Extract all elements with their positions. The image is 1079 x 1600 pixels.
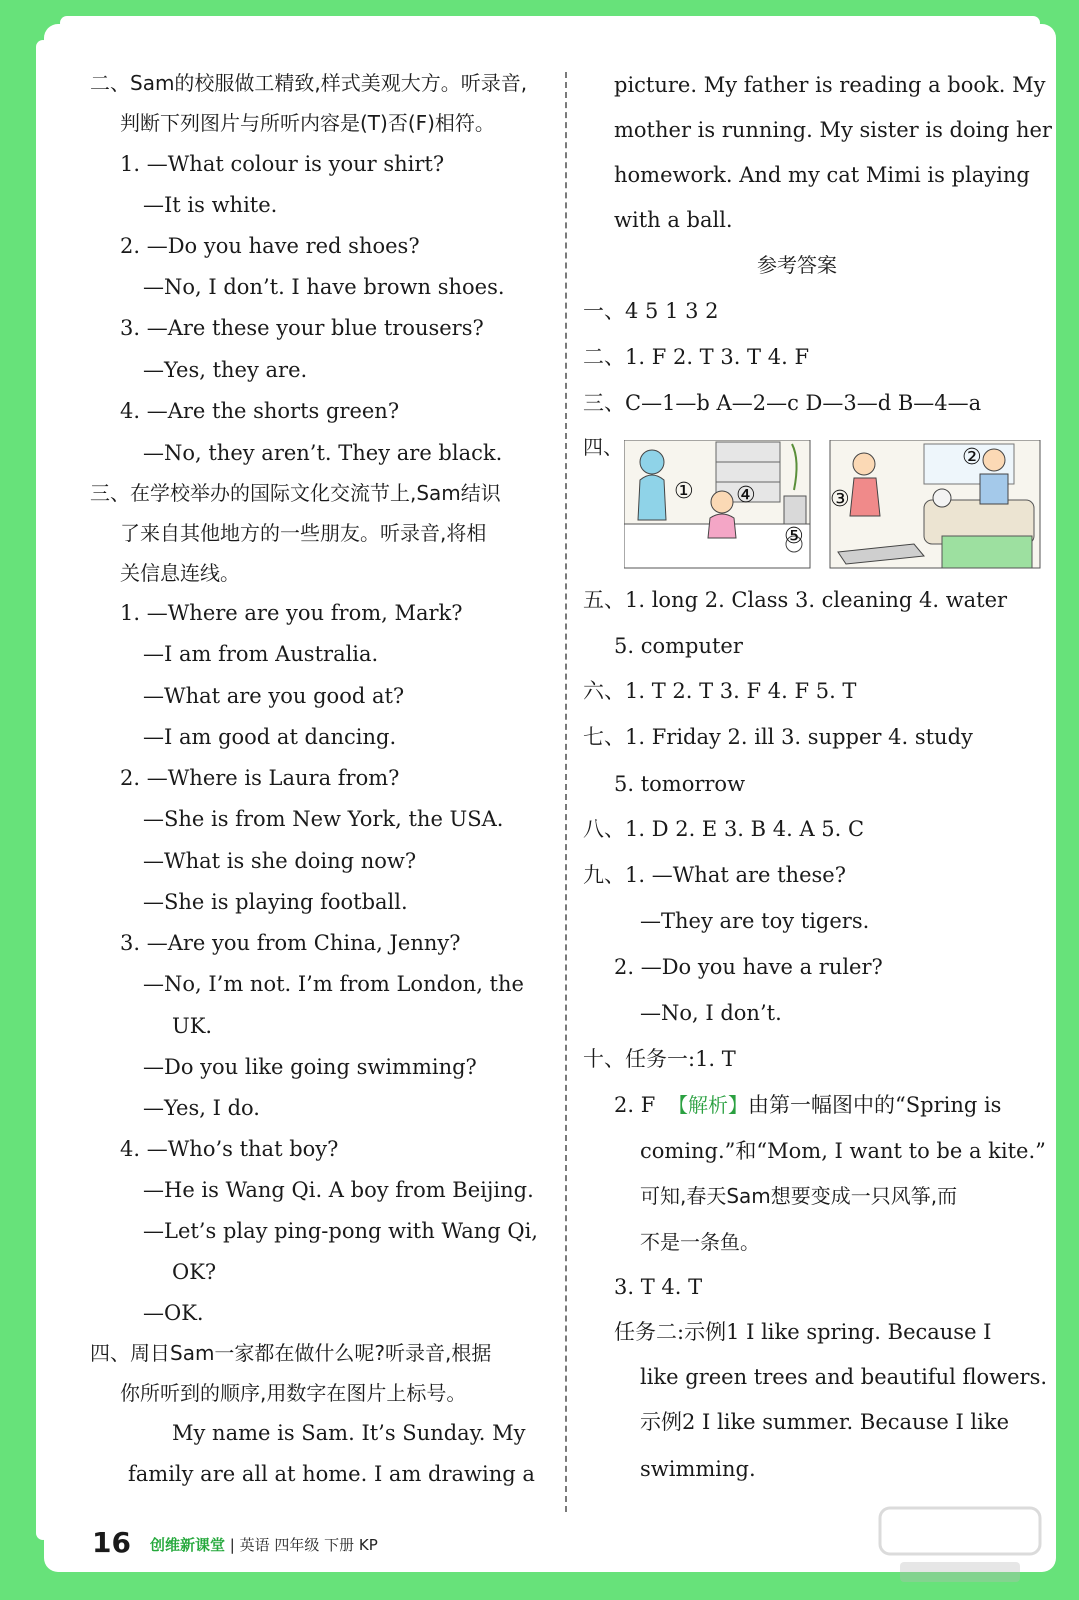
picture-label-3: ③	[830, 487, 850, 512]
left-line-21: —She is playing football.	[143, 890, 408, 914]
left-line-28: —He is Wang Qi. A boy from Beijing.	[143, 1178, 534, 1202]
left-line-19: —She is from New York, the USA.	[143, 807, 504, 831]
right-line-16: 九、1. —What are these?	[583, 863, 846, 887]
left-line-22: 3. —Are you from China, Jenny?	[120, 931, 461, 955]
analysis-line	[668, 1090, 1001, 1120]
left-line-35: family are all at home. I am drawing a	[128, 1462, 535, 1486]
right-line-12: 六、1. T 2. T 3. F 4. F 5. T	[583, 679, 857, 703]
left-line-8: —Yes, they are.	[143, 358, 308, 382]
left-line-10: —No, they aren’t. They are black.	[143, 441, 503, 465]
right-line-1: picture. My father is reading a book. My	[614, 73, 1046, 97]
analysis-text: 由第一幅图中的“Spring is	[748, 1093, 1002, 1117]
family-illustration	[624, 440, 1042, 572]
left-line-2: 判断下列图片与所听内容是(T)否(F)相符。	[120, 111, 495, 135]
left-line-27: 4. —Who’s that boy?	[120, 1137, 339, 1161]
right-line-2: mother is running. My sister is doing her	[614, 118, 1052, 142]
picture-label-1: ①	[674, 479, 694, 504]
footer-subject: | 英语 四年级 下册 KP	[229, 1536, 378, 1554]
right-line-6: 一、4 5 1 3 2	[583, 299, 719, 323]
left-line-16: —What are you good at?	[143, 684, 405, 708]
left-line-29: —Let’s play ping-pong with Wang Qi,	[143, 1219, 538, 1243]
left-line-13: 关信息连线。	[120, 561, 240, 585]
right-line-24: 不是一条鱼。	[640, 1230, 760, 1254]
left-picture	[624, 440, 810, 568]
left-line-34: My name is Sam. It’s Sunday. My	[172, 1421, 526, 1445]
left-line-7: 3. —Are these your blue trousers?	[120, 316, 484, 340]
left-line-33: 你所听到的顺序,用数字在图片上标号。	[120, 1381, 467, 1405]
left-line-12: 了来自其他地方的一些朋友。听录音,将相	[120, 521, 487, 545]
right-line-5: 参考答案	[757, 253, 837, 277]
right-line-10: 五、1. long 2. Class 3. cleaning 4. water	[583, 588, 1008, 612]
right-line-13: 七、1. Friday 2. ill 3. supper 4. study	[583, 725, 973, 749]
left-line-6: —No, I don’t. I have brown shoes.	[143, 275, 505, 299]
left-line-32: 四、周日Sam一家都在做什么呢?听录音,根据	[90, 1341, 492, 1365]
left-line-31: —OK.	[143, 1301, 204, 1325]
right-line-28: 示例2 I like summer. Because I like	[640, 1410, 1010, 1434]
right-picture	[830, 440, 1040, 568]
left-line-20: —What is she doing now?	[143, 849, 417, 873]
left-line-3: 1. —What colour is your shirt?	[120, 152, 445, 176]
left-line-14: 1. —Where are you from, Mark?	[120, 601, 463, 625]
right-line-18: 2. —Do you have a ruler?	[614, 955, 883, 979]
left-line-18: 2. —Where is Laura from?	[120, 766, 400, 790]
left-line-24: UK.	[172, 1014, 213, 1038]
right-line-23: 可知,春天Sam想要变成一只风筝,而	[640, 1184, 958, 1208]
right-line-8: 三、C—1—b A—2—c D—3—d B—4—a	[583, 391, 982, 415]
right-line-15: 八、1. D 2. E 3. B 4. A 5. C	[583, 817, 865, 841]
right-line-4: with a ball.	[614, 208, 733, 232]
right-line-11: 5. computer	[614, 634, 743, 658]
right-line-21: 2. F	[614, 1093, 656, 1117]
left-line-23: —No, I’m not. I’m from London, the	[143, 972, 524, 996]
left-line-15: —I am from Australia.	[143, 642, 379, 666]
left-line-25: —Do you like going swimming?	[143, 1055, 477, 1079]
right-line-17: —They are toy tigers.	[640, 909, 870, 933]
left-line-30: OK?	[172, 1260, 217, 1284]
picture-label-4: ④	[736, 483, 756, 508]
watermark-logo-icon	[870, 1500, 1050, 1590]
right-line-25: 3. T 4. T	[614, 1275, 703, 1299]
right-line-9: 四、	[583, 435, 623, 459]
left-line-4: —It is white.	[143, 193, 278, 217]
left-line-11: 三、在学校举办的国际文化交流节上,Sam结识	[90, 481, 501, 505]
column-divider	[565, 72, 567, 1512]
picture-label-2: ②	[962, 445, 982, 470]
right-line-3: homework. And my cat Mimi is playing	[614, 163, 1030, 187]
page-number: 16	[92, 1526, 131, 1559]
footer-brand: 创维新课堂	[150, 1536, 226, 1554]
right-line-22: coming.”和“Mom, I want to be a kite.”	[640, 1139, 1046, 1163]
picture-label-5: ⑤	[784, 524, 804, 549]
right-line-29: swimming.	[640, 1457, 756, 1481]
right-line-7: 二、1. F 2. T 3. T 4. F	[583, 345, 810, 369]
left-line-1: 二、Sam的校服做工精致,样式美观大方。听录音,	[90, 71, 528, 95]
right-line-26: 任务二:示例1 I like spring. Because I	[614, 1320, 992, 1344]
analysis-tag: 【解析】	[668, 1093, 748, 1117]
right-line-19: —No, I don’t.	[640, 1001, 782, 1025]
right-line-14: 5. tomorrow	[614, 772, 746, 796]
left-line-5: 2. —Do you have red shoes?	[120, 234, 420, 258]
right-line-27: like green trees and beautiful flowers.	[640, 1365, 1048, 1389]
left-line-9: 4. —Are the shorts green?	[120, 399, 400, 423]
left-line-26: —Yes, I do.	[143, 1096, 260, 1120]
right-line-20: 十、任务一:1. T	[583, 1047, 736, 1071]
footer-info	[150, 1534, 378, 1555]
left-line-17: —I am good at dancing.	[143, 725, 397, 749]
